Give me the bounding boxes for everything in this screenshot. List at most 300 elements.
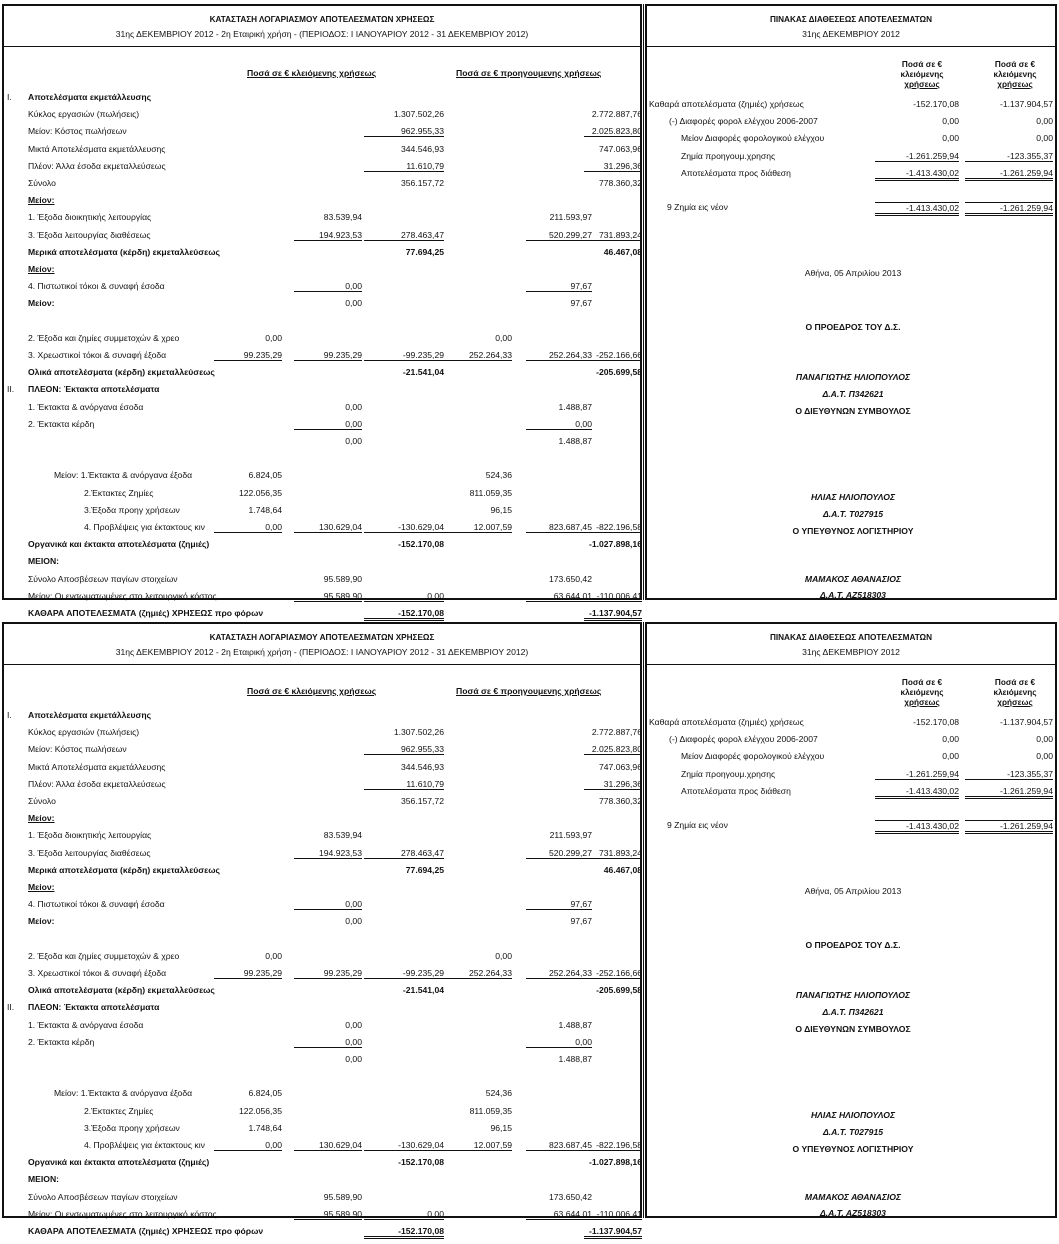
row-label: Ολικά αποτελέσματα (κέρδη) εκμεταλλεύσεως xyxy=(28,985,215,996)
row-label: Οργανικά και έκτακτα αποτελέσματα (ζημιές) xyxy=(28,1157,210,1168)
distribution-subtitle: 31ης ΔΕΚΕΜΒΡΙΟΥ 2012 xyxy=(802,647,900,657)
amount-p1: 811.059,35 xyxy=(469,487,512,498)
row-label: 4. Πιστωτικοί τόκοι & συναφή έσοδα xyxy=(28,899,165,910)
row-label: ΠΛΕΟΝ: Έκτακτα αποτελέσματα xyxy=(28,384,160,395)
section-numeral: II. xyxy=(7,384,15,395)
distribution-row xyxy=(647,116,1059,134)
distribution-amount-cur: -152.170,08 xyxy=(913,717,959,727)
row-label: 2.Έκτακτες Ζημίες xyxy=(84,487,154,498)
amount-c2: 194.923,53 xyxy=(294,848,362,859)
amount-p2: 0,00 xyxy=(526,419,592,430)
amount-c2: 194.923,53 xyxy=(294,230,362,241)
chair-name: ΠΑΝΑΓΙΩΤΗΣ ΗΛΙΟΠΟΥΛΟΣ xyxy=(795,372,911,382)
table-row xyxy=(4,436,644,454)
amount-c2: 130.629,04 xyxy=(294,1140,362,1151)
table-row xyxy=(4,230,644,248)
amount-c1: 122.056,35 xyxy=(238,1105,282,1116)
accountant-name: ΗΛΙΑΣ ΗΛΙΟΠΟΥΛΟΣ xyxy=(810,1110,896,1120)
table-row xyxy=(4,488,644,506)
amount-p2: 1.488,87 xyxy=(558,1019,592,1030)
amount-c3: -21.541,04 xyxy=(402,985,444,996)
amount-c2: 0,00 xyxy=(345,916,362,927)
distribution-amount-cur: -1.261.259,94 xyxy=(875,151,959,162)
panel-divider xyxy=(643,622,644,1218)
distribution-label: Αποτελέσματα προς διάθεση xyxy=(681,167,791,178)
amount-p2: 97,67 xyxy=(570,298,592,309)
amount-c2: 0,00 xyxy=(294,899,362,910)
table-row xyxy=(4,1209,644,1227)
distribution-amount-cur: -1.413.430,02 xyxy=(875,820,959,834)
row-label: Μείον: xyxy=(28,916,55,927)
section-numeral: I. xyxy=(7,92,12,102)
amount-c1: 99.235,29 xyxy=(214,350,282,361)
row-label: 1. Έκτακτα & ανόργανα έσοδα xyxy=(28,1019,144,1030)
row-label: Μείον: Κόστος πωλήσεων xyxy=(28,126,127,137)
table-row xyxy=(4,1088,644,1106)
table-row xyxy=(4,1071,644,1089)
amount-p2: 97,67 xyxy=(526,899,592,910)
amount-p3: -1.027.898,16 xyxy=(588,1157,642,1168)
distribution-panel xyxy=(645,622,1057,1218)
amount-c1: 99.235,29 xyxy=(214,968,282,979)
row-label: 1. Έξοδα διοικητικής λειτουργίας xyxy=(28,830,152,841)
amount-p2: 520.299,27 xyxy=(526,230,592,241)
amount-p3: -252.166,66 xyxy=(584,968,642,979)
table-row xyxy=(4,144,644,162)
distribution-row xyxy=(647,786,1059,804)
amount-p2: 1.488,87 xyxy=(558,401,592,412)
row-label: Σύνολο xyxy=(28,796,56,806)
results-statement-panel xyxy=(2,4,642,618)
row-label: Μείον: Οι ενσωματωμένες στο λειτουργικό κόστος xyxy=(28,590,217,601)
amount-c2: 130.629,04 xyxy=(294,522,362,533)
row-label: Μείον: xyxy=(28,264,55,274)
amount-p3: 31.296,36 xyxy=(584,779,642,790)
amount-c1: 0,00 xyxy=(265,950,282,961)
row-label: Κύκλος εργασιών (πωλήσεις) xyxy=(28,727,140,738)
distribution-label: (-) Διαφορές φορολ ελέγχου 2006-2007 xyxy=(669,116,818,127)
signatory-name: ΜΑΜΑΚΟΣ ΑΘΑΝΑΣΙΟΣ xyxy=(804,574,902,584)
table-row xyxy=(4,1174,644,1192)
amount-c1: 6.824,05 xyxy=(248,470,282,481)
table-row xyxy=(4,848,644,866)
amount-p3: 731.893,24 xyxy=(584,230,642,241)
table-row xyxy=(4,247,644,265)
results-title: ΚΑΤΑΣΤΑΣΗ ΛΟΓΑΡΙΑΣΜΟΥ ΑΠΟΤΕΛΕΣΜΑΤΩΝ ΧΡΗΣΕΩΣ xyxy=(209,633,435,642)
signatory-id: Δ.Α.Τ. ΑΖ518303 xyxy=(820,590,886,600)
amount-c1: 0,00 xyxy=(265,332,282,343)
table-row xyxy=(4,367,644,385)
place-date: Αθήνα, 05 Απριλίου 2013 xyxy=(804,886,902,896)
table-row xyxy=(4,1002,644,1020)
amount-c2: 0,00 xyxy=(294,281,362,292)
distribution-amount-prev: 0,00 xyxy=(1036,116,1053,127)
amount-p2: 97,67 xyxy=(570,916,592,927)
amount-p2: 823.687,45 xyxy=(526,1140,592,1151)
row-label: ΚΑΘΑΡΑ ΑΠΟΤΕΛΕΣΜΑΤΑ (ζημιές) ΧΡΗΣΕΩΣ προ φόρων xyxy=(28,608,264,618)
row-label: Μερικά αποτελέσματα (κέρδη) εκμεταλλεύσεως xyxy=(28,246,220,257)
table-row xyxy=(4,1106,644,1124)
amount-p2: 252.264,33 xyxy=(526,350,592,361)
table-row xyxy=(4,899,644,917)
table-row xyxy=(4,727,644,745)
amount-p3: 46.467,08 xyxy=(603,246,642,257)
amount-p3: -1.137.904,57 xyxy=(584,1226,642,1239)
distribution-amount-prev: -1.261.259,94 xyxy=(965,820,1053,834)
amount-p3: 2.025.823,80 xyxy=(584,126,642,137)
distribution-row xyxy=(647,769,1059,787)
amount-c3: -152.170,08 xyxy=(364,608,444,621)
row-label: 3. Έξοδα λειτουργίας διαθέσεως xyxy=(28,847,151,858)
table-row xyxy=(4,281,644,299)
amount-c3: 77.694,25 xyxy=(405,864,444,875)
ceo-title: Ο ΔΙΕΥΘΥΝΩΝ ΣΥΜΒΟΥΛΟΣ xyxy=(795,1024,911,1034)
signatory-id: Δ.Α.Τ. ΑΖ518303 xyxy=(820,1208,886,1218)
row-label: Μείον: xyxy=(28,195,55,206)
amount-c2: 0,00 xyxy=(345,401,362,412)
row-label: Σύνολο Αποσβέσεων παγίων στοιχείων xyxy=(28,1191,178,1202)
results-title: ΚΑΤΑΣΤΑΣΗ ΛΟΓΑΡΙΑΣΜΟΥ ΑΠΟΤΕΛΕΣΜΑΤΩΝ ΧΡΗΣΕΩΣ xyxy=(209,15,435,24)
table-row xyxy=(4,212,644,230)
accountant-name: ΗΛΙΑΣ ΗΛΙΟΠΟΥΛΟΣ xyxy=(810,492,896,502)
results-subtitle: 31ης ΔΕΚΕΜΒΡΙΟΥ 2012 - 2η Εταιρική χρήση - (ΠΕΡΙΟΔΟΣ: I ΙΑΝΟΥΑΡΙΟΥ 2012 - 31 ΔΕΚΕΜΒΡΙΟΥ 2012) xyxy=(115,647,529,657)
row-label: 2. Έκτακτα κέρδη xyxy=(28,1036,95,1047)
row-label: Μικτά Αποτελέσματα εκμετάλλευσης xyxy=(28,761,166,772)
distribution-amount-prev: -123.355,37 xyxy=(965,151,1053,162)
distribution-label: 9 Ζημία εις νέον xyxy=(667,820,728,831)
distribution-header xyxy=(647,624,1055,665)
row-label: 2.Έκτακτες Ζημίες xyxy=(84,1105,154,1116)
amount-c3: -130.629,04 xyxy=(364,522,444,533)
table-row xyxy=(4,1123,644,1141)
amount-c3: 278.463,47 xyxy=(364,230,444,241)
distribution-amount-cur: -1.413.430,02 xyxy=(875,786,959,799)
row-label: 4. Προβλέψεις για έκτακτους κιν xyxy=(84,1140,205,1150)
amount-c3: 1.307.502,26 xyxy=(393,109,444,120)
amount-c2: 99.235,29 xyxy=(294,350,362,361)
table-row xyxy=(4,1157,644,1175)
amount-p1: 0,00 xyxy=(495,332,512,343)
amount-p2: 211.593,97 xyxy=(549,830,592,841)
distribution-subtitle: 31ης ΔΕΚΕΜΒΡΙΟΥ 2012 xyxy=(802,29,900,39)
row-label: Αποτελέσματα εκμετάλλευσης xyxy=(28,92,152,102)
table-row xyxy=(4,1037,644,1055)
table-row xyxy=(4,384,644,402)
amount-c2: 0,00 xyxy=(345,1019,362,1030)
distribution-label: Καθαρά αποτελέσματα (ζημιές) χρήσεως xyxy=(649,717,804,727)
column-header-previous: Ποσά σε € προηγουμενης χρήσεως xyxy=(456,686,602,696)
table-row xyxy=(4,744,644,762)
distribution-row xyxy=(647,734,1059,752)
distribution-row xyxy=(647,133,1059,151)
statement-copy-top xyxy=(0,0,1059,618)
table-row xyxy=(4,316,644,334)
chair-name: ΠΑΝΑΓΙΩΤΗΣ ΗΛΙΟΠΟΥΛΟΣ xyxy=(795,990,911,1000)
table-row xyxy=(4,951,644,969)
distribution-row xyxy=(647,751,1059,769)
distribution-row xyxy=(647,202,1059,220)
amount-p3: 778.360,32 xyxy=(598,178,642,188)
distribution-label: Μείον Διαφορές φορολογικού ελέγχου xyxy=(681,751,825,762)
amount-p3: -110.006,41 xyxy=(584,591,642,602)
table-row xyxy=(4,470,644,488)
results-subtitle: 31ης ΔΕΚΕΜΒΡΙΟΥ 2012 - 2η Εταιρική χρήση - (ΠΕΡΙΟΔΟΣ: I ΙΑΝΟΥΑΡΙΟΥ 2012 - 31 ΔΕΚΕΜΒΡΙΟΥ 2012) xyxy=(115,29,529,39)
table-row xyxy=(4,882,644,900)
row-label: 2. Έξοδα και ζημίες συμμετοχών & χρεο xyxy=(28,332,180,343)
accountant-title: Ο ΥΠΕΥΘΥΝΟΣ ΛΟΓΙΣΤΗΡΙΟΥ xyxy=(792,1144,914,1154)
amount-p3: -822.196,58 xyxy=(584,522,642,533)
amount-p2: 252.264,33 xyxy=(526,968,592,979)
row-label: 4. Πιστωτικοί τόκοι & συναφή έσοδα xyxy=(28,281,165,292)
amount-c3: 1.307.502,26 xyxy=(393,727,444,738)
row-label: 3. Έξοδα λειτουργίας διαθέσεως xyxy=(28,229,151,240)
row-label: 4. Προβλέψεις για έκτακτους κιν xyxy=(84,522,205,532)
amount-c2: 83.539,94 xyxy=(323,212,362,223)
amount-p3: -822.196,58 xyxy=(584,1140,642,1151)
row-label: Ολικά αποτελέσματα (κέρδη) εκμεταλλεύσεως xyxy=(28,367,215,378)
table-row xyxy=(4,402,644,420)
amount-c2: 95.589,90 xyxy=(323,573,362,584)
chair-id: Δ.Α.Τ. Π342621 xyxy=(822,1007,884,1017)
amount-p2: 0,00 xyxy=(526,1037,592,1048)
accountant-id: Δ.Α.Τ. Τ027915 xyxy=(822,1127,884,1137)
table-row xyxy=(4,161,644,179)
amount-p1: 12.007,59 xyxy=(444,522,512,533)
row-label: 1. Έκτακτα & ανόργανα έσοδα xyxy=(28,401,144,412)
amount-p3: 2.772.887,76 xyxy=(591,109,642,120)
row-label: Οργανικά και έκτακτα αποτελέσματα (ζημιές) xyxy=(28,539,210,550)
amount-p3: 747.063,96 xyxy=(598,143,642,154)
column-header-current: Ποσά σε € κλειόμενης χρήσεως xyxy=(247,686,377,696)
amount-c3: 0,00 xyxy=(364,1209,444,1220)
distribution-amount-prev: 0,00 xyxy=(1036,751,1053,762)
amount-c1: 1.748,64 xyxy=(248,1122,282,1133)
row-label: ΠΛΕΟΝ: Έκτακτα αποτελέσματα xyxy=(28,1002,160,1013)
statement-copy-bottom xyxy=(0,618,1059,1236)
amount-p3: -205.699,58 xyxy=(596,985,642,996)
amount-c2: 0,00 xyxy=(294,1037,362,1048)
amount-p1: 96,15 xyxy=(490,1122,512,1133)
table-row xyxy=(4,556,644,574)
amount-c3: -99.235,29 xyxy=(364,350,444,361)
table-row xyxy=(4,1226,644,1244)
row-label: Πλέον: Άλλα έσοδα εκμεταλλεύσεως xyxy=(28,778,166,789)
table-row xyxy=(4,264,644,282)
table-row xyxy=(4,762,644,780)
table-row xyxy=(4,126,644,144)
table-row xyxy=(4,1020,644,1038)
table-row xyxy=(4,830,644,848)
amount-c3: 11.610,79 xyxy=(364,161,444,172)
accountant-id: Δ.Α.Τ. Τ027915 xyxy=(822,509,884,519)
distribution-label: Αποτελέσματα προς διάθεση xyxy=(681,785,791,796)
distribution-column-previous: Ποσά σε € κλειόμενης χρήσεως xyxy=(993,678,1037,707)
row-label: ΜΕΙΟΝ: xyxy=(28,556,60,567)
row-label: ΚΑΘΑΡΑ ΑΠΟΤΕΛΕΣΜΑΤΑ (ζημιές) ΧΡΗΣΕΩΣ προ φόρων xyxy=(28,1226,264,1236)
table-row xyxy=(4,985,644,1003)
amount-p2: 1.488,87 xyxy=(558,1054,592,1064)
distribution-row xyxy=(647,99,1059,117)
distribution-amount-prev: 0,00 xyxy=(1036,133,1053,144)
distribution-column-current: Ποσά σε € κλειόμενης χρήσεως xyxy=(900,60,944,89)
distribution-amount-prev: -1.261.259,94 xyxy=(965,786,1053,799)
row-label: Κύκλος εργασιών (πωλήσεις) xyxy=(28,109,140,120)
amount-c1: 122.056,35 xyxy=(238,487,282,498)
amount-c3: -99.235,29 xyxy=(364,968,444,979)
amount-p3: 31.296,36 xyxy=(584,161,642,172)
place-date: Αθήνα, 05 Απριλίου 2013 xyxy=(804,268,902,278)
amount-p2: 173.650,42 xyxy=(548,573,592,584)
amount-p2: 823.687,45 xyxy=(526,522,592,533)
amount-p3: 2.772.887,76 xyxy=(591,727,642,738)
amount-c2: 95.589,90 xyxy=(323,1191,362,1202)
table-row xyxy=(4,591,644,609)
row-label: 2. Έξοδα και ζημίες συμμετοχών & χρεο xyxy=(28,950,180,961)
amount-c1: 6.824,05 xyxy=(248,1088,282,1099)
distribution-row xyxy=(647,717,1059,735)
distribution-amount-prev: 0,00 xyxy=(1036,734,1053,745)
row-label: Πλέον: Άλλα έσοδα εκμεταλλεύσεως xyxy=(28,160,166,171)
row-label: Σύνολο Αποσβέσεων παγίων στοιχείων xyxy=(28,573,178,584)
amount-p1: 0,00 xyxy=(495,950,512,961)
distribution-amount-cur: 0,00 xyxy=(942,116,959,127)
table-row xyxy=(4,333,644,351)
amount-c3: 962.955,33 xyxy=(364,744,444,755)
table-row xyxy=(4,539,644,557)
amount-p3: -205.699,58 xyxy=(596,367,642,378)
table-row xyxy=(4,813,644,831)
row-label: Μερικά αποτελέσματα (κέρδη) εκμεταλλεύσεως xyxy=(28,864,220,875)
table-row xyxy=(4,350,644,368)
amount-c2: 0,00 xyxy=(345,1054,362,1064)
table-row xyxy=(4,92,644,110)
table-row xyxy=(4,934,644,952)
amount-c3: 278.463,47 xyxy=(364,848,444,859)
table-row xyxy=(4,796,644,814)
amount-c3: 77.694,25 xyxy=(405,246,444,257)
section-numeral: I. xyxy=(7,710,12,720)
row-label: 1. Έξοδα διοικητικής λειτουργίας xyxy=(28,212,152,223)
amount-c3: 356.157,72 xyxy=(400,178,444,188)
amount-c2: 0,00 xyxy=(345,298,362,309)
amount-c2: 99.235,29 xyxy=(294,968,362,979)
table-row xyxy=(4,710,644,728)
distribution-amount-prev: -1.137.904,57 xyxy=(999,717,1053,727)
table-row xyxy=(4,574,644,592)
amount-c3: -130.629,04 xyxy=(364,1140,444,1151)
amount-p3: 747.063,96 xyxy=(598,761,642,772)
chair-title: Ο ΠΡΟΕΔΡΟΣ ΤΟΥ Δ.Σ. xyxy=(805,940,901,950)
distribution-column-previous: Ποσά σε € κλειόμενης χρήσεως xyxy=(993,60,1037,89)
table-row xyxy=(4,195,644,213)
amount-c1: 0,00 xyxy=(214,522,282,533)
table-row xyxy=(4,453,644,471)
distribution-amount-prev: -1.261.259,94 xyxy=(965,202,1053,216)
distribution-label: 9 Ζημία εις νέον xyxy=(667,202,728,213)
distribution-label: (-) Διαφορές φορολ ελέγχου 2006-2007 xyxy=(669,734,818,745)
table-row xyxy=(4,1140,644,1158)
distribution-row xyxy=(647,803,1059,821)
amount-c2: 0,00 xyxy=(294,419,362,430)
distribution-panel xyxy=(645,4,1057,600)
amount-c3: 344.546,93 xyxy=(400,143,444,154)
amount-p1: 12.007,59 xyxy=(444,1140,512,1151)
distribution-amount-cur: 0,00 xyxy=(942,133,959,144)
chair-id: Δ.Α.Τ. Π342621 xyxy=(822,389,884,399)
distribution-amount-cur: 0,00 xyxy=(942,751,959,762)
row-label: Μείον: xyxy=(28,882,55,892)
distribution-title: ΠΙΝΑΚΑΣ ΔΙΑΘΕΣΕΩΣ ΑΠΟΤΕΛΕΣΜΑΤΩΝ xyxy=(769,15,933,24)
amount-p3: 731.893,24 xyxy=(584,848,642,859)
distribution-label: Ζημία προηγουμ.χρησης xyxy=(681,768,776,779)
row-label: 3.Έξοδα προηγ χρήσεων xyxy=(84,1122,180,1133)
row-label: Μείον: 1.Έκτακτα & ανόργανα έξοδα xyxy=(54,470,193,481)
distribution-label: Καθαρά αποτελέσματα (ζημιές) χρήσεως xyxy=(649,99,804,109)
amount-c3: 344.546,93 xyxy=(400,761,444,772)
amount-p3: -1.027.898,16 xyxy=(588,539,642,550)
table-row xyxy=(4,505,644,523)
table-row xyxy=(4,916,644,934)
table-row xyxy=(4,298,644,316)
amount-p3: 2.025.823,80 xyxy=(584,744,642,755)
amount-p1: 96,15 xyxy=(490,504,512,515)
ceo-title: Ο ΔΙΕΥΘΥΝΩΝ ΣΥΜΒΟΥΛΟΣ xyxy=(795,406,911,416)
distribution-row xyxy=(647,151,1059,169)
amount-p1: 524,36 xyxy=(485,1088,512,1099)
distribution-label: Ζημία προηγουμ.χρησης xyxy=(681,150,776,161)
amount-p3: 46.467,08 xyxy=(603,864,642,875)
row-label: Μείον: Κόστος πωλήσεων xyxy=(28,744,127,755)
distribution-row xyxy=(647,820,1059,838)
accountant-title: Ο ΥΠΕΥΘΥΝΟΣ ΛΟΓΙΣΤΗΡΙΟΥ xyxy=(792,526,914,536)
table-row xyxy=(4,1054,644,1072)
distribution-amount-cur: -1.413.430,02 xyxy=(875,202,959,216)
row-label: Μείον: xyxy=(28,813,55,824)
amount-c3: -152.170,08 xyxy=(364,1226,444,1239)
section-numeral: II. xyxy=(7,1002,15,1013)
panel-divider xyxy=(643,4,644,600)
amount-c3: -152.170,08 xyxy=(398,1157,444,1168)
amount-c1: 1.748,64 xyxy=(248,504,282,515)
row-label: Μείον: xyxy=(28,298,55,309)
amount-c2: 95.589,90 xyxy=(294,1209,362,1220)
amount-c3: -21.541,04 xyxy=(402,367,444,378)
amount-p1: 524,36 xyxy=(485,470,512,481)
amount-p3: -110.006,41 xyxy=(584,1209,642,1220)
amount-p1: 811.059,35 xyxy=(469,1105,512,1116)
distribution-amount-cur: -1.261.259,94 xyxy=(875,769,959,780)
distribution-amount-cur: -152.170,08 xyxy=(913,99,959,109)
row-label: Μείον: 1.Έκτακτα & ανόργανα έξοδα xyxy=(54,1088,193,1099)
row-label: ΜΕΙΟΝ: xyxy=(28,1174,60,1185)
distribution-title: ΠΙΝΑΚΑΣ ΔΙΑΘΕΣΕΩΣ ΑΠΟΤΕΛΕΣΜΑΤΩΝ xyxy=(769,633,933,642)
distribution-amount-cur: 0,00 xyxy=(942,734,959,745)
distribution-amount-prev: -123.355,37 xyxy=(965,769,1053,780)
results-header xyxy=(4,6,640,47)
amount-p2: 97,67 xyxy=(526,281,592,292)
amount-p2: 1.488,87 xyxy=(558,436,592,446)
row-label: 2. Έκτακτα κέρδη xyxy=(28,418,95,429)
distribution-label: Μείον Διαφορές φορολογικού ελέγχου xyxy=(681,133,825,144)
table-row xyxy=(4,522,644,540)
table-row xyxy=(4,865,644,883)
amount-p2: 520.299,27 xyxy=(526,848,592,859)
amount-c3: 11.610,79 xyxy=(364,779,444,790)
distribution-row xyxy=(647,168,1059,186)
row-label: 3. Χρεωστικοί τόκοι & συναφή έξοδα xyxy=(28,350,167,360)
amount-c3: 356.157,72 xyxy=(400,796,444,806)
column-header-current: Ποσά σε € κλειόμενης χρήσεως xyxy=(247,68,377,78)
